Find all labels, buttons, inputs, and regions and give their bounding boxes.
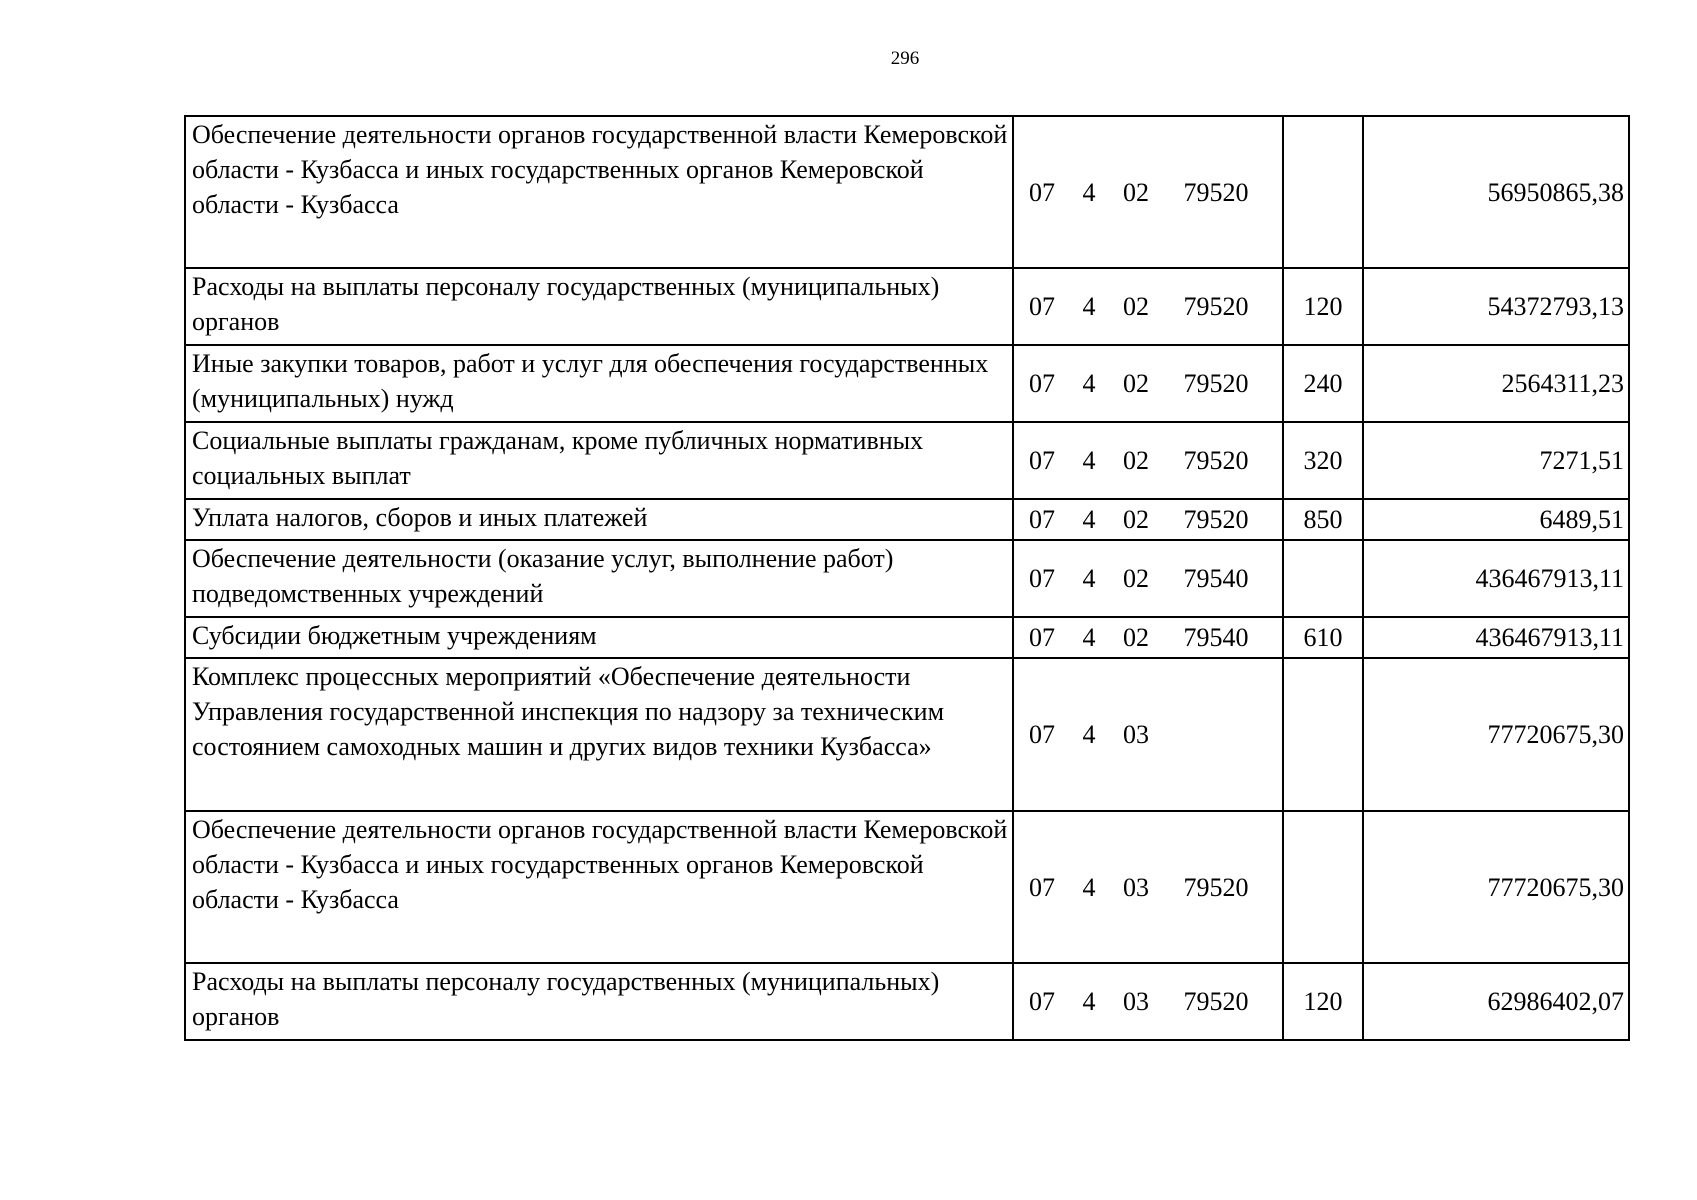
table-row [185, 345, 1629, 422]
code-c1: 07 [1029, 369, 1055, 398]
row-name-cell: Обеспечение деятельности органов государственной власти Кемеровской области - Кузбасса и иных государственных органов Кемеровской области - Кузбасса [185, 811, 1013, 963]
row-codes-cell [1013, 617, 1283, 658]
row-sum-cell: 436467913,11 [1363, 617, 1629, 658]
code-c4: 79540 [1183, 564, 1249, 593]
row-sum-cell: 7271,51 [1363, 422, 1629, 499]
code-c3: 02 [1123, 292, 1149, 321]
row-name-cell: Обеспечение деятельности органов государственной власти Кемеровской области - Кузбасса и иных государственных органов Кемеровской области - Кузбасса [185, 116, 1013, 268]
row-sum-cell: 54372793,13 [1363, 268, 1629, 345]
code-c1: 07 [1029, 720, 1055, 749]
row-codes-cell [1013, 499, 1283, 540]
code-c4: 79520 [1183, 987, 1249, 1016]
table-row [185, 617, 1629, 658]
code-c1: 07 [1029, 177, 1055, 207]
code-c2: 4 [1082, 369, 1096, 398]
row-name-cell: Обеспечение деятельности (оказание услуг, выполнение работ) подведомственных учреждений [185, 540, 1013, 617]
code-c1: 07 [1029, 623, 1055, 652]
code-c3: 02 [1123, 505, 1149, 534]
row-name-cell: Уплата налогов, сборов и иных платежей [185, 499, 1013, 540]
table-row [185, 540, 1629, 617]
table-row [185, 811, 1629, 963]
row-sum-cell: 77720675,30 [1363, 811, 1629, 963]
row-sum-cell: 77720675,30 [1363, 658, 1629, 811]
code-c2: 4 [1082, 446, 1096, 475]
row-expense-type-cell: 610 [1283, 617, 1363, 658]
code-c4: 79520 [1183, 369, 1249, 398]
row-sum-cell: 6489,51 [1363, 499, 1629, 540]
row-expense-type-cell: 120 [1283, 268, 1363, 345]
code-c2: 4 [1082, 623, 1096, 652]
row-codes-cell [1013, 422, 1283, 499]
row-sum-cell: 436467913,11 [1363, 540, 1629, 617]
budget-table-body [185, 116, 1629, 1040]
code-c2: 4 [1082, 987, 1096, 1016]
code-c3: 02 [1123, 369, 1149, 398]
code-c4: 79520 [1183, 292, 1249, 321]
code-c2: 4 [1082, 720, 1096, 749]
row-codes-cell [1013, 268, 1283, 345]
row-expense-type-cell [1283, 116, 1363, 268]
row-expense-type-cell [1283, 540, 1363, 617]
code-c2: 4 [1082, 505, 1096, 534]
table-row [185, 268, 1629, 345]
code-c2: 4 [1082, 292, 1096, 321]
row-codes-cell [1013, 116, 1283, 268]
code-c3: 02 [1123, 177, 1149, 207]
code-c3: 02 [1123, 623, 1149, 652]
row-codes-cell [1013, 658, 1283, 811]
page-number: 296 [890, 48, 920, 69]
row-name-cell: Расходы на выплаты персоналу государственных (муниципальных) органов [185, 268, 1013, 345]
code-c2: 4 [1082, 177, 1096, 207]
code-c3: 02 [1123, 446, 1149, 475]
code-c4: 79520 [1183, 446, 1249, 475]
code-c4: 79520 [1183, 872, 1249, 902]
row-name-cell: Социальные выплаты гражданам, кроме публичных нормативных социальных выплат [185, 422, 1013, 499]
code-c3: 03 [1123, 720, 1149, 749]
row-name-cell: Субсидии бюджетным учреждениям [185, 617, 1013, 658]
code-c1: 07 [1029, 446, 1055, 475]
code-c1: 07 [1029, 987, 1055, 1016]
code-c3: 03 [1123, 987, 1149, 1016]
code-c1: 07 [1029, 292, 1055, 321]
code-c3: 03 [1123, 872, 1149, 902]
table-row [185, 499, 1629, 540]
table-row [185, 422, 1629, 499]
row-sum-cell: 56950865,38 [1363, 116, 1629, 268]
code-c1: 07 [1029, 872, 1055, 902]
row-codes-cell [1013, 540, 1283, 617]
table-row [185, 116, 1629, 268]
row-expense-type-cell: 240 [1283, 345, 1363, 422]
code-c4: 79520 [1183, 177, 1249, 207]
code-c1: 07 [1029, 564, 1055, 593]
row-name-cell: Комплекс процессных мероприятий «Обеспечение деятельности Управления государственной инспекция по надзору за техническим состоянием самоходных машин и других видов техники Кузбасса» [185, 658, 1013, 811]
row-codes-cell [1013, 963, 1283, 1040]
code-c4: 79520 [1183, 505, 1249, 534]
row-name-cell: Расходы на выплаты персоналу государственных (муниципальных) органов [185, 963, 1013, 1040]
code-c3: 02 [1123, 564, 1149, 593]
row-expense-type-cell [1283, 658, 1363, 811]
row-codes-cell [1013, 345, 1283, 422]
code-c1: 07 [1029, 505, 1055, 534]
row-expense-type-cell: 850 [1283, 499, 1363, 540]
table-row [185, 963, 1629, 1040]
row-sum-cell: 2564311,23 [1363, 345, 1629, 422]
code-c2: 4 [1082, 872, 1096, 902]
row-expense-type-cell: 120 [1283, 963, 1363, 1040]
row-expense-type-cell: 320 [1283, 422, 1363, 499]
table-row [185, 658, 1629, 811]
code-c4: 79540 [1183, 623, 1249, 652]
row-expense-type-cell [1283, 811, 1363, 963]
budget-table [184, 115, 1630, 1041]
code-c2: 4 [1082, 564, 1096, 593]
row-name-cell: Иные закупки товаров, работ и услуг для обеспечения государственных (муниципальных) нужд [185, 345, 1013, 422]
row-sum-cell: 62986402,07 [1363, 963, 1629, 1040]
row-codes-cell [1013, 811, 1283, 963]
